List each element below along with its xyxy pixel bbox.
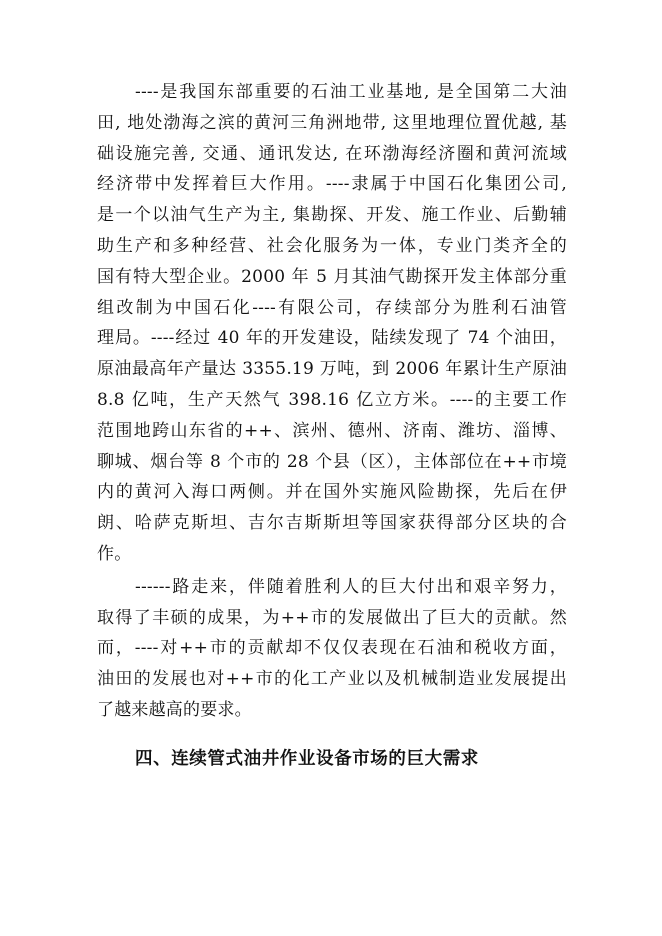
text-line: 8.8 亿吨，生产天然气 398.16 亿立方米。----的主要工作 [97,389,567,410]
text-line: 了越来越高的要求。 [97,699,252,720]
text-line: 油田的发展也对++市的化工产业以及机械制造业发展提出 [97,669,567,690]
text-line: 础设施完善, 交通、通讯发达, 在环渤海经济圈和黄河流域 [97,143,567,164]
text-line: 田, 地处渤海之滨的黄河三角洲地带, 这里地理位置优越, 基 [97,112,567,133]
text-line: 理局。----经过 40 年的开发建设，陆续发现了 74 个油田， [97,328,567,349]
text-line: 取得了丰硕的成果，为++市的发展做出了巨大的贡献。然 [97,607,567,628]
section-heading: 四、连续管式油井作业设备市场的巨大需求 [135,748,479,769]
text-line: ------路走来，伴随着胜利人的巨大付出和艰辛努力， [135,576,567,597]
text-line: 作。 [97,543,132,564]
text-line: 助生产和多种经营、社会化服务为一体，专业门类齐全的 [97,235,567,256]
document-body [97,77,567,774]
text-line: 是一个以油气生产为主, 集勘探、开发、施工作业、后勤辅 [97,205,567,226]
text-line: 而，----对++市的贡献却不仅仅表现在石油和税收方面， [97,638,567,659]
text-line: 组改制为中国石化----有限公司，存续部分为胜利石油管 [97,297,567,318]
text-line: 内的黄河入海口两侧。并在国外实施风险勘探，先后在伊 [97,482,567,503]
text-line: 朗、哈萨克斯坦、吉尔吉斯斯坦等国家获得部分区块的合 [97,513,567,534]
paragraph-contribution [97,572,567,726]
text-line: ----是我国东部重要的石油工业基地, 是全国第二大油 [135,82,567,102]
text-line: 聊城、烟台等 8 个市的 28 个县（区），主体部位在++市境 [97,451,567,472]
text-line: 经济带中发挥着巨大作用。----隶属于中国石化集团公司, [97,174,567,195]
paragraph-oilfield-overview [97,77,567,570]
text-line: 国有特大型企业。2000 年 5 月其油气勘探开发主体部分重 [97,266,567,287]
text-line: 范围地跨山东省的++、滨州、德州、济南、潍坊、淄博、 [97,420,567,441]
text-line: 原油最高年产量达 3355.19 万吨，到 2006 年累计生产原油 [97,359,567,380]
